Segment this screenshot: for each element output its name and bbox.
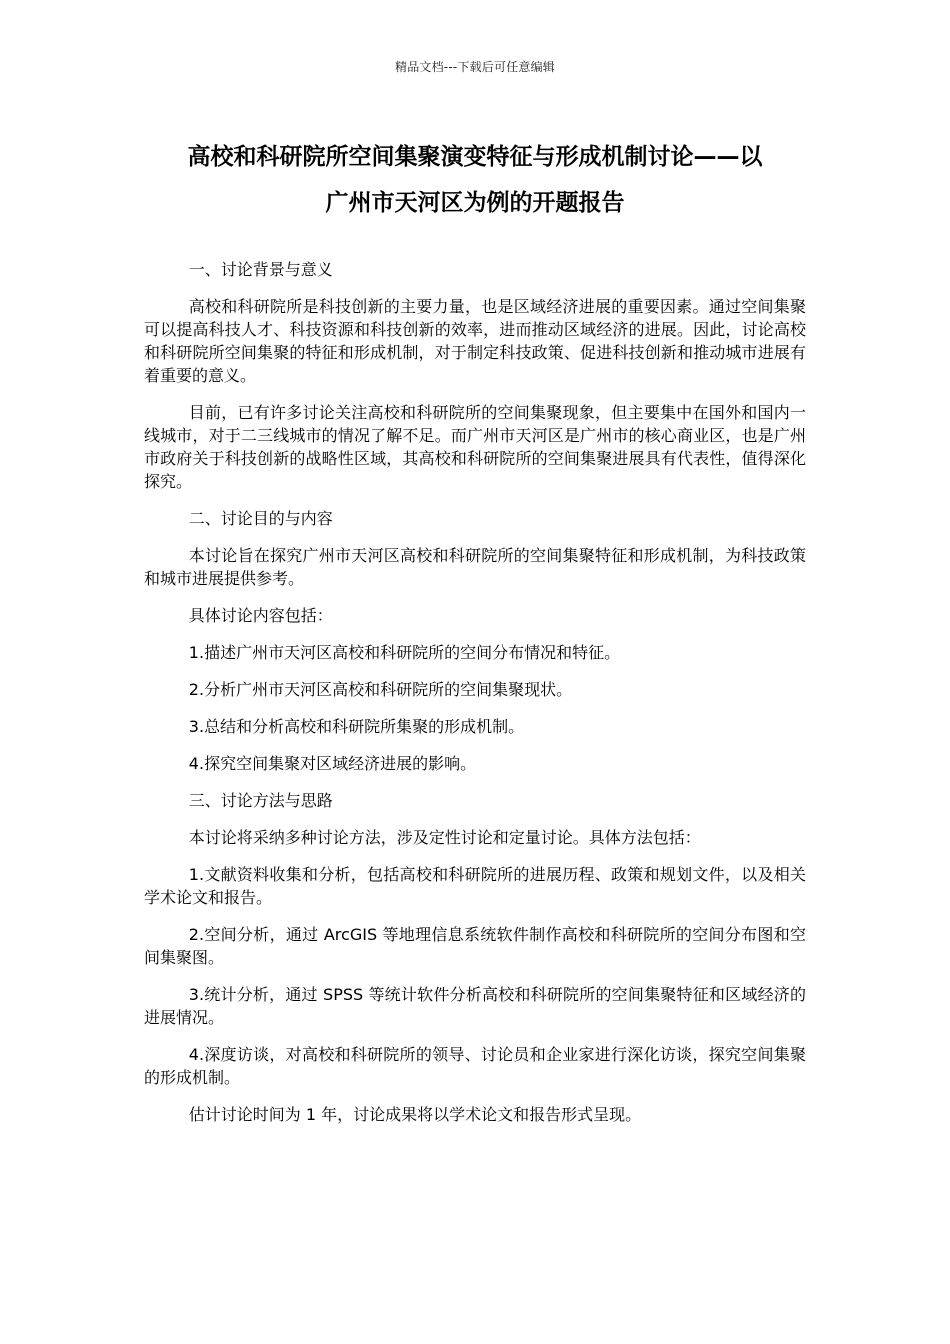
section-heading-3: 三、讨论方法与思路 xyxy=(188,791,333,810)
list-item-method-1: 1.文献资料收集和分析，包括高校和科研院所的进展历程、政策和规划文件，以及相关学术论文和报告。 xyxy=(144,865,806,907)
list-item-method-2: 2.空间分析，通过 ArcGIS 等地理信息系统软件制作高校和科研院所的空间分布图和空间集聚图。 xyxy=(144,925,806,967)
list-item-content-4: 4.探究空间集聚对区域经济进展的影响。 xyxy=(188,754,477,773)
paragraph-background-2: 目前，已有许多讨论关注高校和科研院所的空间集聚现象，但主要集中在国外和国内一线城市，对于二三线城市的情况了解不足。而广州市天河区是广州市的核心商业区，也是广州市政府关于科技创新的战略性区域，其高校和科研院所的空间集聚进展具有代表性，值得深化探究。 xyxy=(144,403,806,491)
title-line-2: 广州市天河区为例的开题报告 xyxy=(325,190,625,216)
title-line-1: 高校和科研院所空间集聚演变特征与形成机制讨论——以 xyxy=(187,144,763,170)
document-title xyxy=(140,134,810,226)
paragraph-timeline: 估计讨论时间为 1 年，讨论成果将以学术论文和报告形式呈现。 xyxy=(188,1105,642,1124)
list-item-content-3: 3.总结和分析高校和科研院所集聚的形成机制。 xyxy=(188,717,525,736)
paragraph-purpose: 本讨论旨在探究广州市天河区高校和科研院所的空间集聚特征和形成机制，为科技政策和城市进展提供参考。 xyxy=(144,546,806,588)
section-heading-2: 二、讨论目的与内容 xyxy=(188,509,333,528)
section-heading-1: 一、讨论背景与意义 xyxy=(188,260,333,279)
paragraph-background-1: 高校和科研院所是科技创新的主要力量，也是区域经济进展的重要因素。通过空间集聚可以提高科技人才、科技资源和科技创新的效率，进而推动区域经济的进展。因此，讨论高校和科研院所空间集聚的特征和形成机制，对于制定科技政策、促进科技创新和推动城市进展有着重要的意义。 xyxy=(144,297,806,385)
list-item-method-4: 4.深度访谈，对高校和科研院所的领导、讨论员和企业家进行深化访谈，探究空间集聚的形成机制。 xyxy=(144,1045,806,1087)
header-note: 精品文档---下载后可任意编辑 xyxy=(395,60,555,74)
paragraph-content-intro: 具体讨论内容包括： xyxy=(188,606,333,625)
paragraph-methods-intro: 本讨论将采纳多种讨论方法，涉及定性讨论和定量讨论。具体方法包括： xyxy=(188,828,701,847)
list-item-method-3: 3.统计分析，通过 SPSS 等统计软件分析高校和科研院所的空间集聚特征和区域经济的进展情况。 xyxy=(144,985,806,1027)
document-body xyxy=(144,258,806,1140)
list-item-content-2: 2.分析广州市天河区高校和科研院所的空间集聚现状。 xyxy=(188,680,573,699)
list-item-content-1: 1.描述广州市天河区高校和科研院所的空间分布情况和特征。 xyxy=(188,643,621,662)
